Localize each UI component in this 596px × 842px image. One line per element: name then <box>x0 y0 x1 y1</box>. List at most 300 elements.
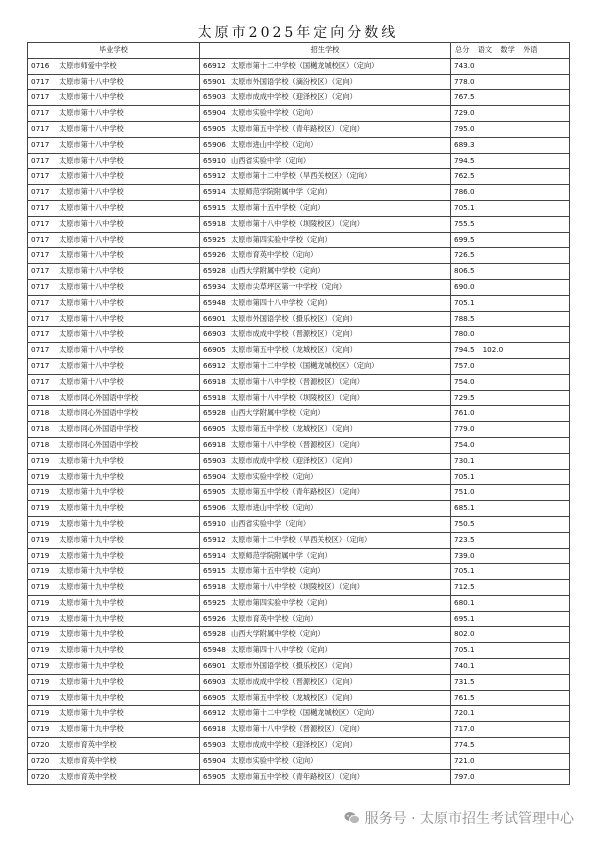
admit-school-cell <box>200 264 451 280</box>
chinese-score <box>475 582 483 591</box>
admit-school-code: 65904 <box>203 755 226 765</box>
admit-school-cell <box>200 706 451 722</box>
score-cell <box>451 185 570 201</box>
grad-school-code: 0719 <box>31 582 50 592</box>
grad-school-code: 0719 <box>31 676 50 686</box>
total-score: 705.1 <box>454 202 475 212</box>
grad-school-code: 0717 <box>31 92 50 102</box>
admit-school-name: 太原市第五中学校（青年路校区）（定向） <box>231 771 364 781</box>
total-score: 705.1 <box>454 645 475 655</box>
score-cell <box>451 74 570 90</box>
grad-school-code: 0717 <box>31 139 50 149</box>
grad-school-name: 太原市第十八中学校 <box>59 218 124 228</box>
grad-school-name: 太原市第十九中学校 <box>59 471 124 481</box>
grad-school-cell <box>28 422 200 438</box>
grad-school-name: 太原市第十八中学校 <box>59 345 124 355</box>
admit-school-code: 65905 <box>203 771 226 781</box>
grad-school-code: 0718 <box>31 392 50 402</box>
total-score: 739.0 <box>454 550 475 560</box>
total-score: 802.0 <box>454 629 475 639</box>
chinese-score <box>475 203 483 212</box>
total-score: 762.5 <box>454 171 475 181</box>
grad-school-code: 0717 <box>31 313 50 323</box>
score-cell <box>451 327 570 343</box>
score-cell <box>451 769 570 785</box>
grad-school-code: 0717 <box>31 187 50 197</box>
admit-school-cell <box>200 248 451 264</box>
chinese-score <box>475 329 483 338</box>
grad-school-code: 0717 <box>31 250 50 260</box>
admit-school-cell <box>200 753 451 769</box>
total-score: 685.1 <box>454 503 475 513</box>
score-cell <box>451 469 570 485</box>
admit-school-cell <box>200 674 451 690</box>
admit-school-code: 66903 <box>203 329 226 339</box>
admit-school-name: 山西省实验中学（定向） <box>231 518 311 528</box>
admit-school-cell <box>200 90 451 106</box>
admit-school-code: 65912 <box>203 534 226 544</box>
admit-school-cell <box>200 738 451 754</box>
chinese-score <box>475 361 483 370</box>
admit-school-name: 山西大学附属中学校（定向） <box>231 408 325 418</box>
admit-school-name: 太原市外国语学校（摄乐校区）（定向） <box>231 313 357 323</box>
grad-school-code: 0719 <box>31 471 50 481</box>
total-score: 795.0 <box>454 123 475 133</box>
admit-school-cell <box>200 532 451 548</box>
grad-school-name: 太原市第十八中学校 <box>59 108 124 118</box>
admit-school-cell <box>200 627 451 643</box>
admit-school-code: 65903 <box>203 455 226 465</box>
score-cell <box>451 90 570 106</box>
admit-school-code: 66901 <box>203 313 226 323</box>
chinese-score <box>475 519 483 528</box>
total-score: 786.0 <box>454 187 475 197</box>
grad-school-name: 太原市第十九中学校 <box>59 487 124 497</box>
admit-school-cell <box>200 548 451 564</box>
grad-school-cell <box>28 137 200 153</box>
grad-school-name: 太原市第十八中学校 <box>59 360 124 370</box>
score-cell <box>451 153 570 169</box>
admit-school-cell <box>200 279 451 295</box>
admit-school-cell <box>200 327 451 343</box>
admit-school-cell <box>200 169 451 185</box>
score-cell <box>451 295 570 311</box>
table-row <box>28 580 570 596</box>
total-score: 761.0 <box>454 408 475 418</box>
grad-school-cell <box>28 406 200 422</box>
grad-school-code: 0717 <box>31 234 50 244</box>
table-row <box>28 374 570 390</box>
admit-school-cell <box>200 595 451 611</box>
admit-school-cell <box>200 564 451 580</box>
admit-school-name: 太原市第十八中学校（晋源校区）（定向） <box>231 724 364 734</box>
admit-school-name: 太原市育英中学校（定向） <box>231 613 318 623</box>
table-row <box>28 264 570 280</box>
admit-school-name: 太原市成成中学校（晋源校区）（定向） <box>231 329 357 339</box>
grad-school-code: 0719 <box>31 645 50 655</box>
admit-school-name: 太原市第五中学校（青年路校区）（定向） <box>231 487 364 497</box>
total-score: 726.5 <box>454 250 475 260</box>
admit-school-code: 66918 <box>203 376 226 386</box>
admit-school-code: 65910 <box>203 518 226 528</box>
score-cell <box>451 437 570 453</box>
grad-school-code: 0717 <box>31 329 50 339</box>
admit-school-name: 太原市第四实验中学校（定向） <box>231 234 332 244</box>
admit-school-name: 太原市成成中学校（晋源校区）（定向） <box>231 676 357 686</box>
score-cell <box>451 706 570 722</box>
admit-school-name: 太原市第四十八中学校（定向） <box>231 297 332 307</box>
admit-school-cell <box>200 769 451 785</box>
admit-school-cell <box>200 232 451 248</box>
admit-school-code: 65910 <box>203 155 226 165</box>
admit-school-name: 太原市尖草坪区第一中学校（定向） <box>231 281 347 291</box>
grad-school-cell <box>28 516 200 532</box>
chinese-score <box>475 156 483 165</box>
grad-school-cell <box>28 390 200 406</box>
score-table <box>27 42 570 785</box>
admit-school-cell <box>200 453 451 469</box>
table-row <box>28 690 570 706</box>
grad-school-cell <box>28 295 200 311</box>
score-cell <box>451 674 570 690</box>
admit-school-name: 太原市进山中学校（定向） <box>231 503 318 513</box>
grad-school-name: 太原市第十九中学校 <box>59 708 124 718</box>
table-row <box>28 627 570 643</box>
admit-school-cell <box>200 74 451 90</box>
admit-school-cell <box>200 580 451 596</box>
admit-school-name: 太原市第十八中学校（坝陵校区）（定向） <box>231 392 364 402</box>
admit-school-code: 65948 <box>203 645 226 655</box>
table-row <box>28 674 570 690</box>
grad-school-code: 0718 <box>31 439 50 449</box>
total-score: 778.0 <box>454 76 475 86</box>
grad-school-cell <box>28 311 200 327</box>
admit-school-code: 66912 <box>203 60 226 70</box>
score-cell <box>451 738 570 754</box>
grad-school-cell <box>28 580 200 596</box>
score-cell <box>451 564 570 580</box>
score-cell <box>451 501 570 517</box>
score-cell <box>451 643 570 659</box>
admit-school-code: 65918 <box>203 582 226 592</box>
total-score: 780.0 <box>454 329 475 339</box>
grad-school-cell <box>28 643 200 659</box>
table-row <box>28 516 570 532</box>
score-cell <box>451 311 570 327</box>
chinese-score <box>475 298 483 307</box>
wechat-icon <box>344 811 360 825</box>
admit-school-cell <box>200 295 451 311</box>
grad-school-code: 0716 <box>31 60 50 70</box>
chinese-score <box>475 266 483 275</box>
admit-school-code: 65903 <box>203 92 226 102</box>
grad-school-cell <box>28 200 200 216</box>
grad-school-code: 0717 <box>31 171 50 181</box>
admit-school-name: 太原市第十二中学校（国樾龙城校区）（定向） <box>231 708 379 718</box>
admit-school-code: 65948 <box>203 297 226 307</box>
grad-school-code: 0717 <box>31 218 50 228</box>
admit-school-cell <box>200 121 451 137</box>
grad-school-name: 太原市第十八中学校 <box>59 250 124 260</box>
grad-school-name: 太原市第十九中学校 <box>59 455 124 465</box>
chinese-score <box>475 661 483 670</box>
total-score: 794.5 <box>454 155 475 165</box>
admit-school-code: 65914 <box>203 187 226 197</box>
total-score: 797.0 <box>454 771 475 781</box>
admit-school-cell <box>200 485 451 501</box>
admit-school-code: 65905 <box>203 487 226 497</box>
chinese-score <box>475 708 483 717</box>
grad-school-cell <box>28 343 200 359</box>
chinese-score <box>475 677 483 686</box>
total-score: 680.1 <box>454 597 475 607</box>
admit-school-name: 太原市成成中学校（迎泽校区）（定向） <box>231 740 357 750</box>
admit-school-name: 太原市外国语学校（摄乐校区）（定向） <box>231 661 357 671</box>
grad-school-code: 0719 <box>31 724 50 734</box>
total-score: 690.0 <box>454 281 475 291</box>
admit-school-code: 65926 <box>203 250 226 260</box>
grad-school-cell <box>28 248 200 264</box>
table-row <box>28 390 570 406</box>
chinese-score <box>475 629 483 638</box>
grad-school-cell <box>28 611 200 627</box>
grad-school-name: 太原市第十九中学校 <box>59 676 124 686</box>
grad-school-cell <box>28 358 200 374</box>
grad-school-code: 0719 <box>31 661 50 671</box>
watermark-text: 服务号 · 太原市招生考试管理中心 <box>364 811 574 827</box>
chinese-score <box>475 551 483 560</box>
chinese-score <box>475 393 483 402</box>
chinese-score <box>475 756 483 765</box>
grad-school-code: 0717 <box>31 376 50 386</box>
grad-school-name: 太原市第十八中学校 <box>59 313 124 323</box>
table-row <box>28 137 570 153</box>
admit-school-name: 太原市第十二中学校（旱西关校区）（定向） <box>231 171 372 181</box>
admit-school-cell <box>200 659 451 675</box>
table-row <box>28 722 570 738</box>
total-score: 705.1 <box>454 471 475 481</box>
table-row <box>28 90 570 106</box>
grad-school-code: 0718 <box>31 408 50 418</box>
score-cell <box>451 137 570 153</box>
admit-school-name: 太原师范学院附属中学（定向） <box>231 550 332 560</box>
header-scores <box>451 43 570 59</box>
grad-school-code: 0719 <box>31 566 50 576</box>
admit-school-code: 65904 <box>203 108 226 118</box>
total-score: 689.3 <box>454 139 475 149</box>
grad-school-cell <box>28 437 200 453</box>
grad-school-cell <box>28 738 200 754</box>
chinese-score <box>475 314 483 323</box>
admit-school-name: 太原市育英中学校（定向） <box>231 250 318 260</box>
chinese-score: 102.0 <box>482 345 504 355</box>
table-row <box>28 279 570 295</box>
score-cell <box>451 722 570 738</box>
grad-school-name: 太原市第十八中学校 <box>59 123 124 133</box>
admit-school-code: 66901 <box>203 661 226 671</box>
total-score: 731.5 <box>454 676 475 686</box>
total-score: 717.0 <box>454 724 475 734</box>
grad-school-cell <box>28 753 200 769</box>
total-score: 705.1 <box>454 566 475 576</box>
admit-school-cell <box>200 216 451 232</box>
table-row <box>28 564 570 580</box>
grad-school-code: 0717 <box>31 281 50 291</box>
score-cell <box>451 485 570 501</box>
grad-school-name: 太原市第十九中学校 <box>59 503 124 513</box>
chinese-score <box>475 187 483 196</box>
score-cell <box>451 264 570 280</box>
admit-school-cell <box>200 200 451 216</box>
grad-school-name: 太原市第十八中学校 <box>59 187 124 197</box>
score-cell <box>451 169 570 185</box>
chinese-score <box>475 219 483 228</box>
total-score: 751.0 <box>454 487 475 497</box>
total-score: 794.5 <box>454 345 475 355</box>
chinese-score <box>475 614 483 623</box>
grad-school-cell <box>28 769 200 785</box>
admit-school-name: 太原市实验中学校（定向） <box>231 471 318 481</box>
grad-school-cell <box>28 469 200 485</box>
admit-school-code: 65906 <box>203 503 226 513</box>
grad-school-code: 0719 <box>31 708 50 718</box>
admit-school-code: 65926 <box>203 613 226 623</box>
table-row <box>28 548 570 564</box>
chinese-score <box>475 645 483 654</box>
grad-school-code: 0719 <box>31 550 50 560</box>
admit-school-cell <box>200 516 451 532</box>
chinese-score <box>475 377 483 386</box>
grad-school-code: 0719 <box>31 613 50 623</box>
grad-school-code: 0719 <box>31 692 50 702</box>
total-score: 729.0 <box>454 108 475 118</box>
chinese-score <box>475 171 483 180</box>
grad-school-cell <box>28 58 200 74</box>
table-row <box>28 422 570 438</box>
table-row <box>28 169 570 185</box>
admit-school-name: 太原市第十八中学校（晋源校区）（定向） <box>231 439 364 449</box>
grad-school-name: 太原市第十八中学校 <box>59 281 124 291</box>
header-english: 外语 <box>523 45 538 54</box>
table-row <box>28 185 570 201</box>
grad-school-name: 太原市第十八中学校 <box>59 171 124 181</box>
admit-school-code: 65915 <box>203 566 226 576</box>
total-score: 740.1 <box>454 661 475 671</box>
chinese-score <box>475 566 483 575</box>
total-score: 720.1 <box>454 708 475 718</box>
grad-school-cell <box>28 690 200 706</box>
grad-school-name: 太原市第十八中学校 <box>59 266 124 276</box>
score-cell <box>451 690 570 706</box>
grad-school-code: 0719 <box>31 597 50 607</box>
table-row <box>28 343 570 359</box>
table-row <box>28 643 570 659</box>
grad-school-cell <box>28 279 200 295</box>
admit-school-code: 65928 <box>203 629 226 639</box>
chinese-score <box>475 124 483 133</box>
total-score: 730.1 <box>454 455 475 465</box>
admit-school-name: 太原市第四十八中学校（定向） <box>231 645 332 655</box>
admit-school-code: 65914 <box>203 550 226 560</box>
table-row <box>28 74 570 90</box>
header-grad-school: 毕业学校 <box>28 43 200 59</box>
header-total: 总分 <box>455 45 470 54</box>
grad-school-cell <box>28 264 200 280</box>
admit-school-name: 太原市第五中学校（青年路校区）（定向） <box>231 123 364 133</box>
chinese-score <box>475 724 483 733</box>
page-title: 太原市2025年定向分数线 <box>197 25 399 41</box>
grad-school-name: 太原市第十八中学校 <box>59 92 124 102</box>
table-row <box>28 406 570 422</box>
admit-school-code: 65904 <box>203 471 226 481</box>
score-cell <box>451 422 570 438</box>
grad-school-name: 太原市第十九中学校 <box>59 518 124 528</box>
table-row <box>28 738 570 754</box>
admit-school-code: 65901 <box>203 76 226 86</box>
admit-school-name: 太原市第十五中学校（定向） <box>231 202 325 212</box>
table-row <box>28 532 570 548</box>
grad-school-cell <box>28 548 200 564</box>
grad-school-code: 0719 <box>31 518 50 528</box>
table-row <box>28 295 570 311</box>
grad-school-name: 太原市第十九中学校 <box>59 550 124 560</box>
chinese-score <box>475 456 483 465</box>
grad-school-code: 0717 <box>31 155 50 165</box>
admit-school-code: 66918 <box>203 439 226 449</box>
admit-school-name: 太原市第五中学校（龙城校区）（定向） <box>231 424 357 434</box>
header-math: 数学 <box>500 45 515 54</box>
total-score: 806.5 <box>454 266 475 276</box>
admit-school-name: 太原市成成中学校（迎泽校区）（定向） <box>231 455 357 465</box>
grad-school-cell <box>28 90 200 106</box>
table-row <box>28 121 570 137</box>
admit-school-cell <box>200 722 451 738</box>
grad-school-name: 太原市同心外国语中学校 <box>59 408 139 418</box>
grad-school-code: 0717 <box>31 297 50 307</box>
table-row <box>28 311 570 327</box>
grad-school-name: 太原市育英中学校 <box>59 755 117 765</box>
admit-school-code: 65915 <box>203 202 226 212</box>
total-score: 774.5 <box>454 740 475 750</box>
score-cell <box>451 627 570 643</box>
admit-school-cell <box>200 390 451 406</box>
table-row <box>28 106 570 122</box>
grad-school-cell <box>28 453 200 469</box>
admit-school-cell <box>200 437 451 453</box>
admit-school-cell <box>200 374 451 390</box>
grad-school-cell <box>28 153 200 169</box>
total-score: 705.1 <box>454 297 475 307</box>
chinese-score <box>475 472 483 481</box>
score-cell <box>451 343 570 359</box>
chinese-score <box>475 282 483 291</box>
admit-school-name: 太原市第十五中学校（定向） <box>231 566 325 576</box>
score-cell <box>451 358 570 374</box>
admit-school-name: 太原师范学院附属中学（定向） <box>231 187 332 197</box>
admit-school-cell <box>200 153 451 169</box>
score-cell <box>451 516 570 532</box>
grad-school-cell <box>28 121 200 137</box>
admit-school-cell <box>200 643 451 659</box>
admit-school-name: 太原市第十八中学校（坝陵校区）（定向） <box>231 582 364 592</box>
table-row <box>28 595 570 611</box>
chinese-score <box>475 61 483 70</box>
watermark <box>344 808 574 828</box>
admit-school-code: 65906 <box>203 139 226 149</box>
table-row <box>28 501 570 517</box>
grad-school-name: 太原市第十九中学校 <box>59 724 124 734</box>
grad-school-name: 太原市第十八中学校 <box>59 329 124 339</box>
